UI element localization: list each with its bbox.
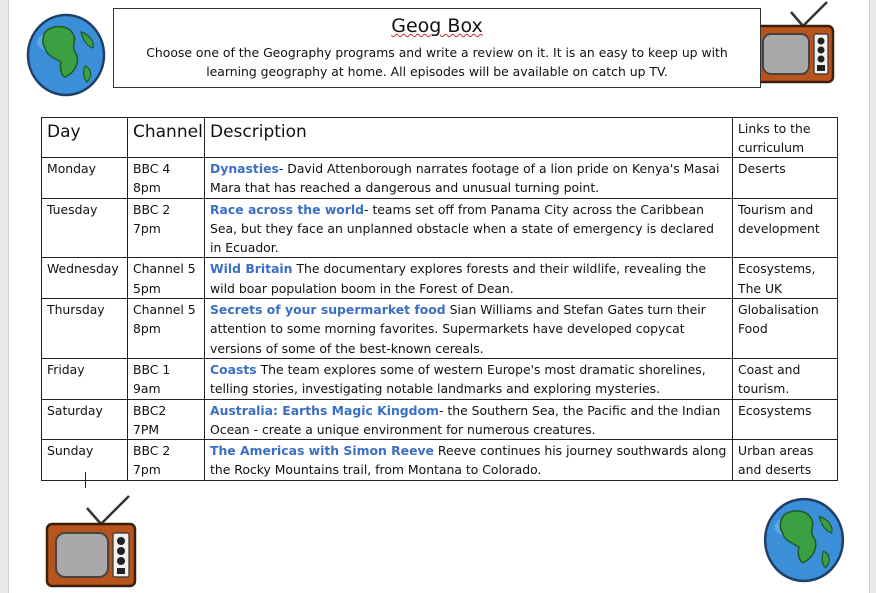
links-cell (733, 358, 838, 399)
separator: - (278, 161, 288, 176)
day-cell (42, 299, 128, 359)
program-title: The Americas with Simon Reeve (210, 443, 434, 459)
description-cell (205, 158, 733, 199)
header-day: Day (42, 118, 128, 158)
description-cell (205, 358, 733, 399)
time-text: 7pm (133, 462, 161, 478)
channel-cell (128, 358, 205, 399)
table-row (42, 358, 838, 399)
day-text: Sunday (47, 443, 94, 459)
day-text: Tuesday (47, 201, 98, 217)
header-channel: Channel (128, 118, 205, 158)
channel-text: BBC 1 (133, 361, 171, 377)
text-cursor (85, 472, 86, 488)
header-description: Description (205, 118, 733, 158)
links-text: Ecosystems, The UK (738, 261, 816, 296)
links-text: Coast and tourism. (738, 361, 801, 397)
time-text: 5pm (133, 280, 161, 296)
tv-icon (751, 0, 837, 86)
channel-cell (128, 299, 205, 359)
day-text: Wednesday (47, 261, 119, 277)
links-cell (733, 399, 838, 440)
day-cell (42, 198, 128, 258)
channel-cell (128, 258, 205, 299)
table-header-row (42, 118, 838, 158)
description-text: The documentary explores forests and their wildlife, revealing the wild boar population boom in the Forest of Dean. (210, 261, 707, 296)
links-text: Tourism and development (738, 201, 820, 236)
schedule-table (41, 117, 838, 481)
document-page (8, 0, 870, 593)
program-title: Wild Britain (210, 261, 293, 277)
links-cell (733, 258, 838, 299)
description-text: the Southern Sea, the Pacific and the Indian Ocean - create a unique environment for numerous creatures. (210, 402, 721, 437)
links-cell (733, 198, 838, 258)
program-title: Secrets of your supermarket food (210, 302, 446, 318)
day-text: Thursday (47, 302, 105, 318)
day-text: Monday (47, 161, 96, 176)
links-text: Ecosystems (738, 402, 812, 418)
program-title: Dynasties (210, 161, 279, 176)
day-cell (42, 358, 128, 399)
time-text: 7pm (133, 220, 161, 236)
time-text: 7PM (133, 421, 160, 437)
separator: - (364, 201, 373, 217)
description-cell (205, 198, 733, 258)
channel-text: BBC 2 (133, 443, 171, 459)
header-box (113, 8, 761, 88)
description-text: Sian Williams and Stefan Gates turn their attention to some morning favorites. Supermarkets have developed copycat versions of some of the best-known cereals. (210, 302, 706, 356)
table-row (42, 440, 838, 481)
channel-cell (128, 440, 205, 481)
globe-icon (25, 10, 107, 98)
intro-text: Choose one of the Geography programs and write a review on it. It is an easy to keep up with learning geography at home. All episodes will be available on catch up TV. (146, 45, 728, 79)
links-text: Deserts (738, 161, 786, 176)
channel-text: Channel 5 (133, 261, 196, 277)
time-text: 9am (133, 381, 161, 397)
program-title: Australia: Earths Magic Kingdom (210, 402, 439, 418)
table-row (42, 158, 838, 199)
description-cell (205, 399, 733, 440)
day-cell (42, 258, 128, 299)
links-cell (733, 299, 838, 359)
links-text: Urban areas and deserts (738, 443, 814, 478)
channel-cell (128, 158, 205, 199)
page-title: Geog Box (391, 15, 483, 37)
description-text: Reeve continues his journey southwards along the Rocky Mountains trail, from Montana to Colorado. (210, 443, 727, 478)
description-cell (205, 299, 733, 359)
table-row (42, 198, 838, 258)
day-text: Friday (47, 361, 85, 377)
description-text: The team explores some of western Europe's most dramatic shorelines, telling stories, investigating notable landmarks and exploring mysteries. (210, 361, 706, 397)
channel-text: BBC 4 (133, 161, 171, 176)
time-text: 8pm (133, 321, 161, 337)
time-text: 8pm (133, 180, 161, 196)
links-text: Globalisation Food (738, 302, 819, 337)
links-cell (733, 158, 838, 199)
channel-cell (128, 399, 205, 440)
channel-text: Channel 5 (133, 302, 196, 318)
description-text: David Attenborough narrates footage of a lion pride on Kenya's Masai Mara that has reached a dangerous and unusual turning point. (210, 161, 720, 196)
day-cell (42, 399, 128, 440)
description-cell (205, 440, 733, 481)
table-row (42, 399, 838, 440)
program-title: Race across the world (210, 201, 365, 217)
description-cell (205, 258, 733, 299)
channel-cell (128, 198, 205, 258)
table-row (42, 299, 838, 359)
program-title: Coasts (210, 361, 257, 377)
channel-text: BBC2 (133, 402, 167, 418)
table-row (42, 258, 838, 299)
day-text: Saturday (47, 402, 103, 418)
separator: - (438, 402, 448, 418)
header-links: Links to the curriculum (733, 118, 838, 158)
links-cell (733, 440, 838, 481)
channel-text: BBC 2 (133, 201, 171, 217)
globe-icon (759, 494, 849, 584)
day-cell (42, 158, 128, 199)
description-text: teams set off from Panama City across the Caribbean Sea, but they face an unplanned obstacle when a state of emergency is declared in Ecuador. (210, 201, 714, 256)
tv-icon (43, 492, 139, 593)
